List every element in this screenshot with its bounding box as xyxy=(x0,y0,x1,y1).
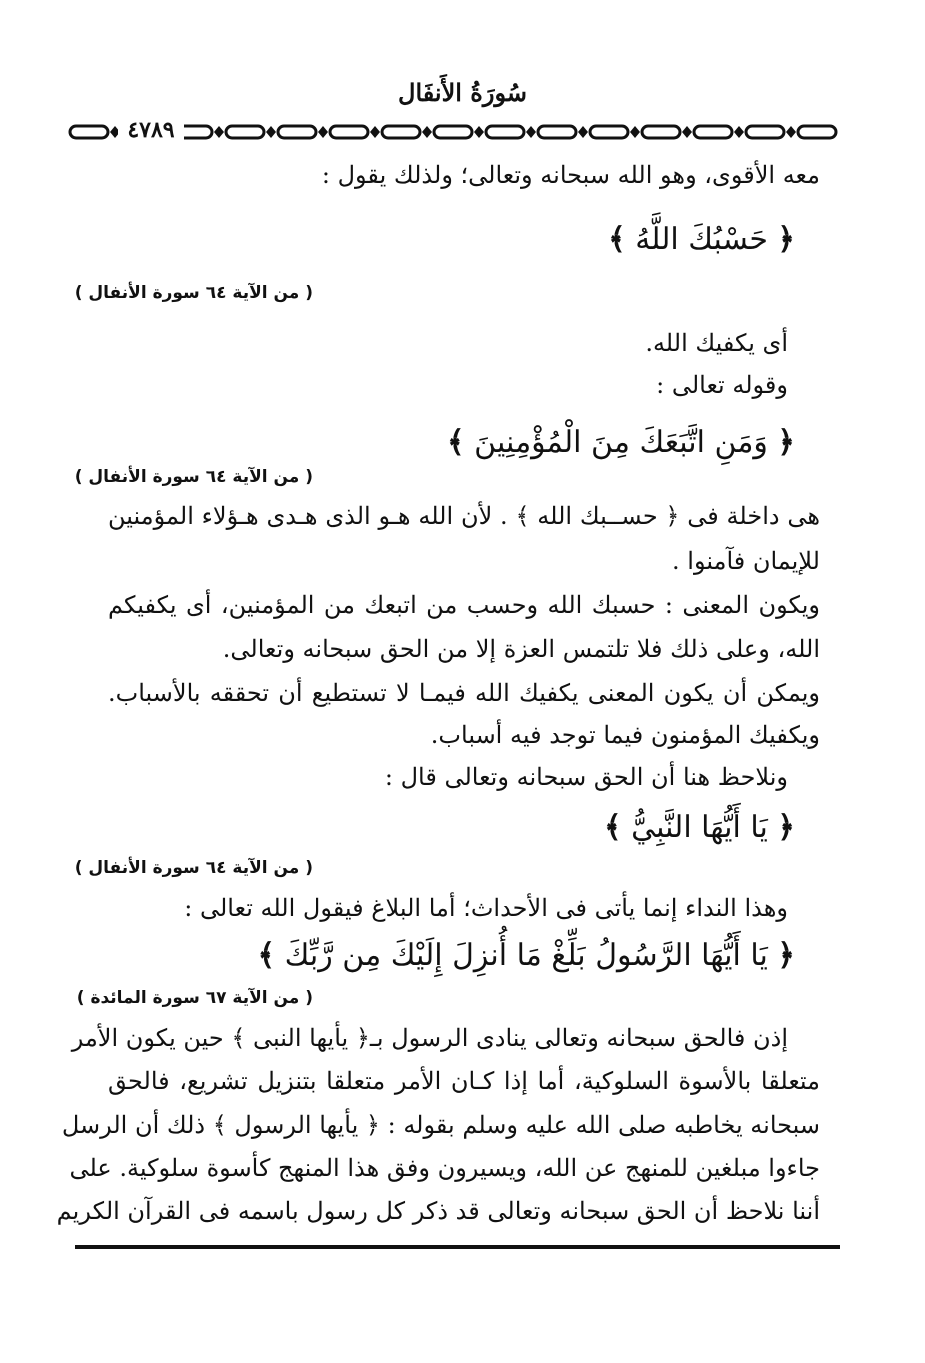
text-line: وهذا النداء إنما يأتى فى الأحداث؛ أما البلاغ فيقول الله تعالى : xyxy=(184,894,788,922)
verse-reference: ( من الآية ٦٤ سورة الأنفال ) xyxy=(74,467,313,487)
chain-link xyxy=(434,126,472,138)
chain-link xyxy=(330,126,368,138)
chain-link xyxy=(382,126,420,138)
chain-diamond xyxy=(266,126,276,138)
quran-verse xyxy=(258,938,795,973)
chain-diamond xyxy=(474,126,484,138)
chain-diamond xyxy=(578,126,588,138)
chain-link xyxy=(70,126,108,138)
text-line: ويكفيك المؤمنون فيما توجد فيه أسباب. xyxy=(430,721,820,749)
page-number: ٤٧٨٩ xyxy=(118,118,184,142)
text-line: للإيمان فآمنوا . xyxy=(672,547,820,575)
chain-diamond xyxy=(318,126,328,138)
text-line: إذن فالحق سبحانه وتعالى ينادى الرسول بـ﴿ يأيها النبى ﴾ حين يكون الأمر xyxy=(71,1024,788,1052)
ornate-bracket-open: ﴿ xyxy=(777,810,795,845)
chain-link xyxy=(278,126,316,138)
text-line: ويكون المعنى : حسبك الله وحسب من اتبعك من المؤمنين، أى يكفيكم xyxy=(108,591,820,619)
text-line: سبحانه يخاطبه صلى الله عليه وسلم بقوله : ﴿ يأيها الرسول ﴾ ذلك أن الرسل xyxy=(61,1111,820,1139)
text-line: متعلقا بالأسوة السلوكية، أما إذا كـان الأمر متعلقا بتنزيل تشريع، فالحق xyxy=(108,1067,820,1095)
chain-diamond xyxy=(214,126,224,138)
surah-title: سُورَةُ الأَنفَال xyxy=(398,78,527,107)
ornate-bracket-open: ﴿ xyxy=(777,425,795,460)
text-line: ويمكن أن يكون المعنى يكفيك الله فيمـا لا تستطيع أن تحققه بالأسباب. xyxy=(108,679,820,707)
text-line: معه الأقوى، وهو الله سبحانه وتعالى؛ ولذلك يقول : xyxy=(321,161,820,189)
chain-link xyxy=(694,126,732,138)
chain-diamond xyxy=(682,126,692,138)
verse-text: يَا أَيُّهَا النَّبِيُّ xyxy=(631,810,768,845)
chain-diamond xyxy=(734,126,744,138)
text-line: أى يكفيك الله. xyxy=(645,329,788,357)
text-line: أننا نلاحظ أن الحق سبحانه وتعالى قد ذكر كل رسول باسمه فى القرآن الكريم xyxy=(56,1197,820,1225)
chain-diamond xyxy=(370,126,380,138)
verse-text: حَسْبُكَ اللَّهُ xyxy=(635,222,768,257)
ornate-bracket-open: ﴿ xyxy=(777,938,795,973)
verse-reference: ( من الآية ٦٤ سورة الأنفال ) xyxy=(74,283,313,303)
chain-link xyxy=(486,126,524,138)
verse-text: يَا أَيُّهَا الرَّسُولُ بَلِّغْ مَا أُنزِلَ إِلَيْكَ مِن رَّبِّكَ xyxy=(284,938,768,973)
text-line: هى داخلة فى ﴿ حســبك الله ﴾ . لأن الله هـو الذى هـدى هـؤلاء المؤمنين xyxy=(108,502,820,530)
chain-link xyxy=(642,126,680,138)
chain-link xyxy=(746,126,784,138)
verse-text: وَمَنِ اتَّبَعَكَ مِنَ الْمُؤْمِنِينَ xyxy=(474,425,768,460)
ornate-bracket-close: ﴾ xyxy=(257,938,276,973)
text-line: وقوله تعالى : xyxy=(656,371,788,399)
chain-diamond xyxy=(786,126,796,138)
ornate-bracket-open: ﴿ xyxy=(777,222,795,257)
chain-link xyxy=(798,126,836,138)
quran-verse xyxy=(604,810,795,845)
text-line: جاءوا مبلغين للمنهج عن الله، ويسيرون وفق هذا المنهج كأسوة سلوكية. على xyxy=(69,1154,820,1182)
chain-diamond xyxy=(422,126,432,138)
verse-reference: ( من الآية ٦٤ سورة الأنفال ) xyxy=(74,858,313,878)
ornate-bracket-close: ﴾ xyxy=(447,425,465,460)
chain-link xyxy=(538,126,576,138)
verse-reference: ( من الآية ٦٧ سورة المائدة ) xyxy=(76,988,313,1008)
chain-link xyxy=(226,126,264,138)
text-line: الله، وعلى ذلك فلا تلتمس العزة إلا من الحق سبحانه وتعالى. xyxy=(222,635,820,663)
text-line: ونلاحظ هنا أن الحق سبحانه وتعالى قال : xyxy=(384,763,788,791)
quran-verse xyxy=(447,425,795,460)
ornate-bracket-close: ﴾ xyxy=(603,810,622,845)
chain-diamond xyxy=(526,126,536,138)
chain-link xyxy=(590,126,628,138)
chain-diamond xyxy=(630,126,640,138)
bottom-rule xyxy=(75,1245,840,1249)
quran-verse xyxy=(608,222,795,257)
ornate-bracket-close: ﴾ xyxy=(608,222,626,257)
